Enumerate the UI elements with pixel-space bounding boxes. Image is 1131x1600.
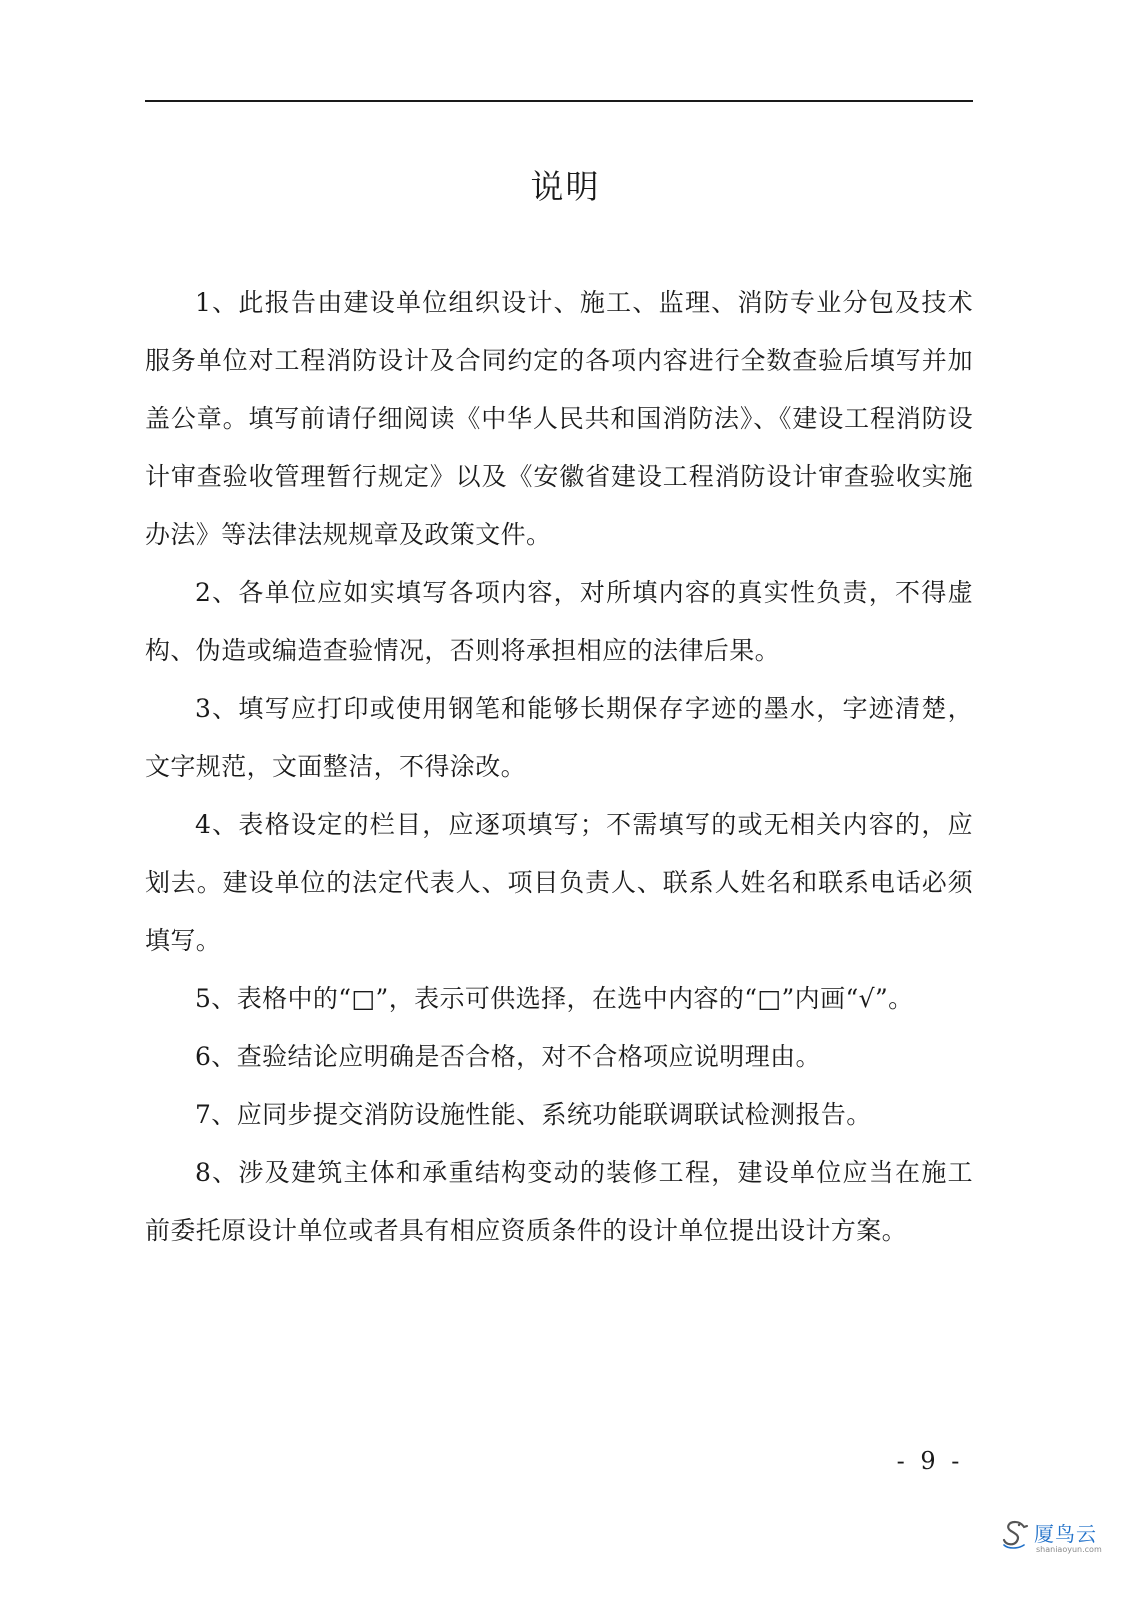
page-title: 说明 (530, 167, 601, 206)
watermark-logo (1000, 1512, 1115, 1562)
watermark-domain: shaniaoyun.com (1036, 1545, 1102, 1554)
instruction-paragraph-6: 6、查验结论应明确是否合格，对不合格项应说明理由。 (195, 1042, 821, 1071)
instruction-paragraph-3: 3、填写应打印或使用钢笔和能够长期保存字迹的墨水，字迹清楚，文字规范，文面整洁，不得涂改。 (145, 694, 973, 781)
instruction-paragraph-5: 5、表格中的“□”，表示可供选择，在选中内容的“□”内画“√”。 (195, 984, 914, 1013)
header-rule (145, 100, 973, 102)
instructions-body (145, 274, 973, 1260)
instruction-paragraph-1: 1、此报告由建设单位组织设计、施工、监理、消防专业分包及技术服务单位对工程消防设计及合同约定的各项内容进行全数查验后填写并加盖公章。填写前请仔细阅读《中华人民共和国消防法》、《建设工程消防设计审查验收管理暂行规定》以及《安徽省建设工程消防设计审查验收实施办法》等法律法规规章及政策文件。 (145, 288, 973, 549)
instruction-paragraph-8: 8、涉及建筑主体和承重结构变动的装修工程，建设单位应当在施工前委托原设计单位或者具有相应资质条件的设计单位提出设计方案。 (145, 1158, 973, 1245)
instruction-paragraph-2: 2、各单位应如实填写各项内容，对所填内容的真实性负责，不得虚构、伪造或编造查验情况，否则将承担相应的法律后果。 (145, 578, 973, 665)
bird-logo-icon (1000, 1518, 1030, 1552)
instruction-paragraph-4: 4、表格设定的栏目，应逐项填写；不需填写的或无相关内容的，应划去。建设单位的法定代表人、项目负责人、联系人姓名和联系电话必须填写。 (145, 810, 973, 955)
instruction-paragraph-7: 7、应同步提交消防设施性能、系统功能联调联试检测报告。 (195, 1100, 872, 1129)
watermark-name: 厦鸟云 (1034, 1522, 1097, 1546)
page-number: - 9 - (896, 1447, 964, 1475)
